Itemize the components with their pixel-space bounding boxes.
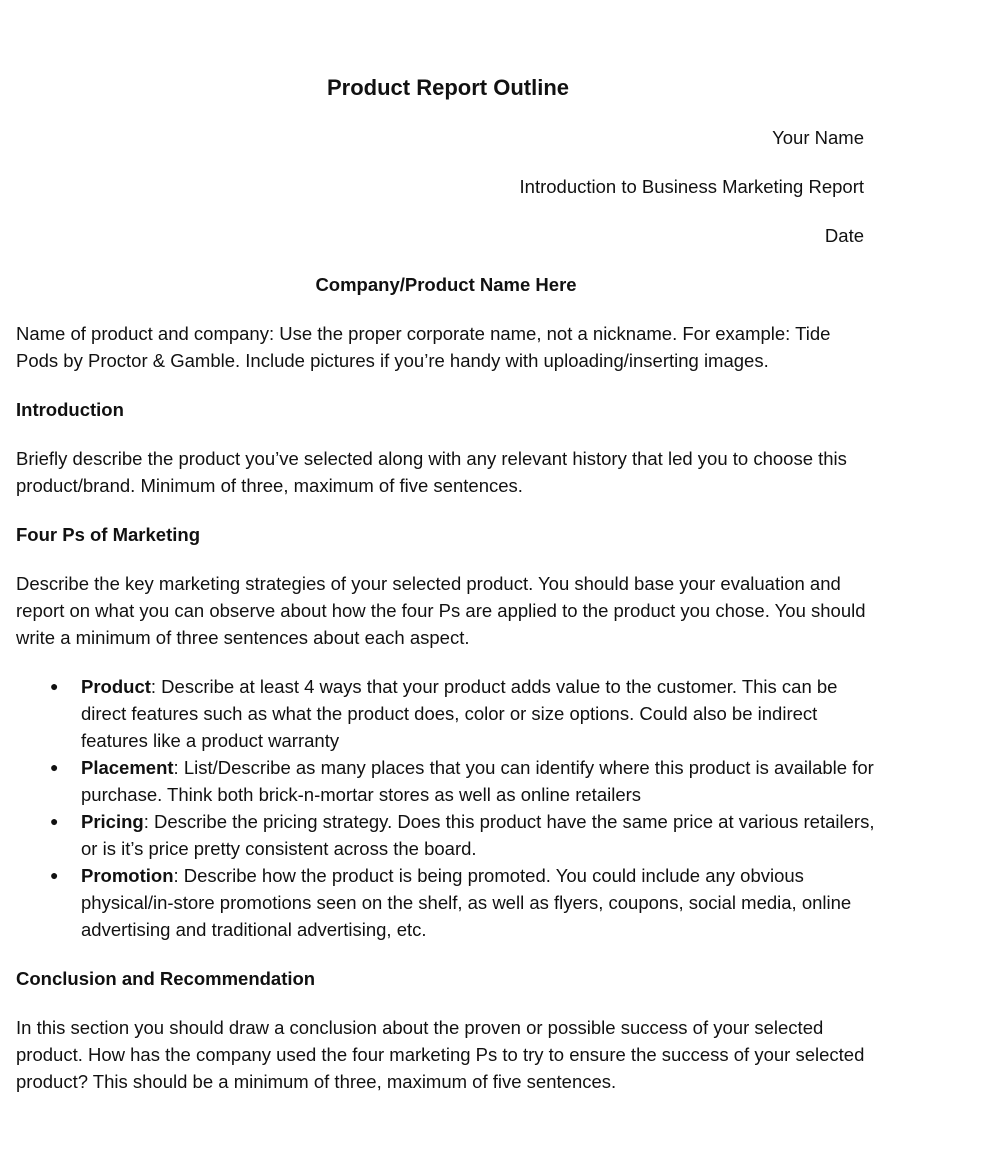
bullet-icon: ● <box>50 678 59 694</box>
intro-instructions-paragraph: Name of product and company: Use the proper corporate name, not a nickname. For example: Tide Pods by Proctor & Gamble. Include pictures if you’re handy with uploading/inserting images. <box>16 323 831 371</box>
introduction-heading: Introduction <box>16 399 124 420</box>
desc-product: : Describe at least 4 ways that your product adds value to the customer. This can be direct features such as what the product does, color or size options. Could also be indirect features like a product warranty <box>81 676 838 751</box>
term-product: Product <box>81 676 151 697</box>
desc-pricing: : Describe the pricing strategy. Does this product have the same price at various retailers, or is it’s price pretty consistent across the board. <box>81 811 875 859</box>
four-ps-list <box>16 673 876 943</box>
desc-placement: : List/Describe as many places that you can identify where this product is available for purchase. Think both brick-n-mortar stores as well as online retailers <box>81 757 874 805</box>
term-pricing: Pricing <box>81 811 144 832</box>
company-product-heading: Company/Product Name Here <box>315 274 577 295</box>
conclusion-heading: Conclusion and Recommendation <box>16 968 316 989</box>
four-ps-heading: Four Ps of Marketing <box>16 524 200 545</box>
desc-promotion: : Describe how the product is being promoted. You could include any obvious physical/in-store promotions seen on the shelf, as well as flyers, coupons, social media, online advertising and traditional advertising, etc. <box>81 865 852 940</box>
course-name: Introduction to Business Marketing Report <box>519 176 864 197</box>
document-page <box>16 72 876 1095</box>
bullet-icon: ● <box>50 813 59 829</box>
list-item-placement <box>16 754 876 808</box>
list-item-promotion <box>16 862 876 943</box>
term-promotion: Promotion <box>81 865 174 886</box>
list-item-pricing <box>16 808 876 862</box>
conclusion-body: In this section you should draw a conclusion about the proven or possible success of your selected product. How has the company used the four marketing Ps to try to ensure the success of your selected product? This should be a minimum of three, maximum of five sentences. <box>16 1017 865 1092</box>
list-item-product <box>16 673 876 754</box>
introduction-body: Briefly describe the product you’ve selected along with any relevant history that led you to choose this product/brand. Minimum of three, maximum of five sentences. <box>16 448 847 496</box>
term-placement: Placement <box>81 757 174 778</box>
bullet-icon: ● <box>50 759 59 775</box>
bullet-icon: ● <box>50 867 59 883</box>
four-ps-body: Describe the key marketing strategies of your selected product. You should base your evaluation and report on what you can observe about how the four Ps are applied to the product you chose. You should write a minimum of three sentences about each aspect. <box>16 573 866 648</box>
document-title: Product Report Outline <box>327 75 569 100</box>
report-date: Date <box>824 225 864 246</box>
author-name: Your Name <box>772 127 864 148</box>
